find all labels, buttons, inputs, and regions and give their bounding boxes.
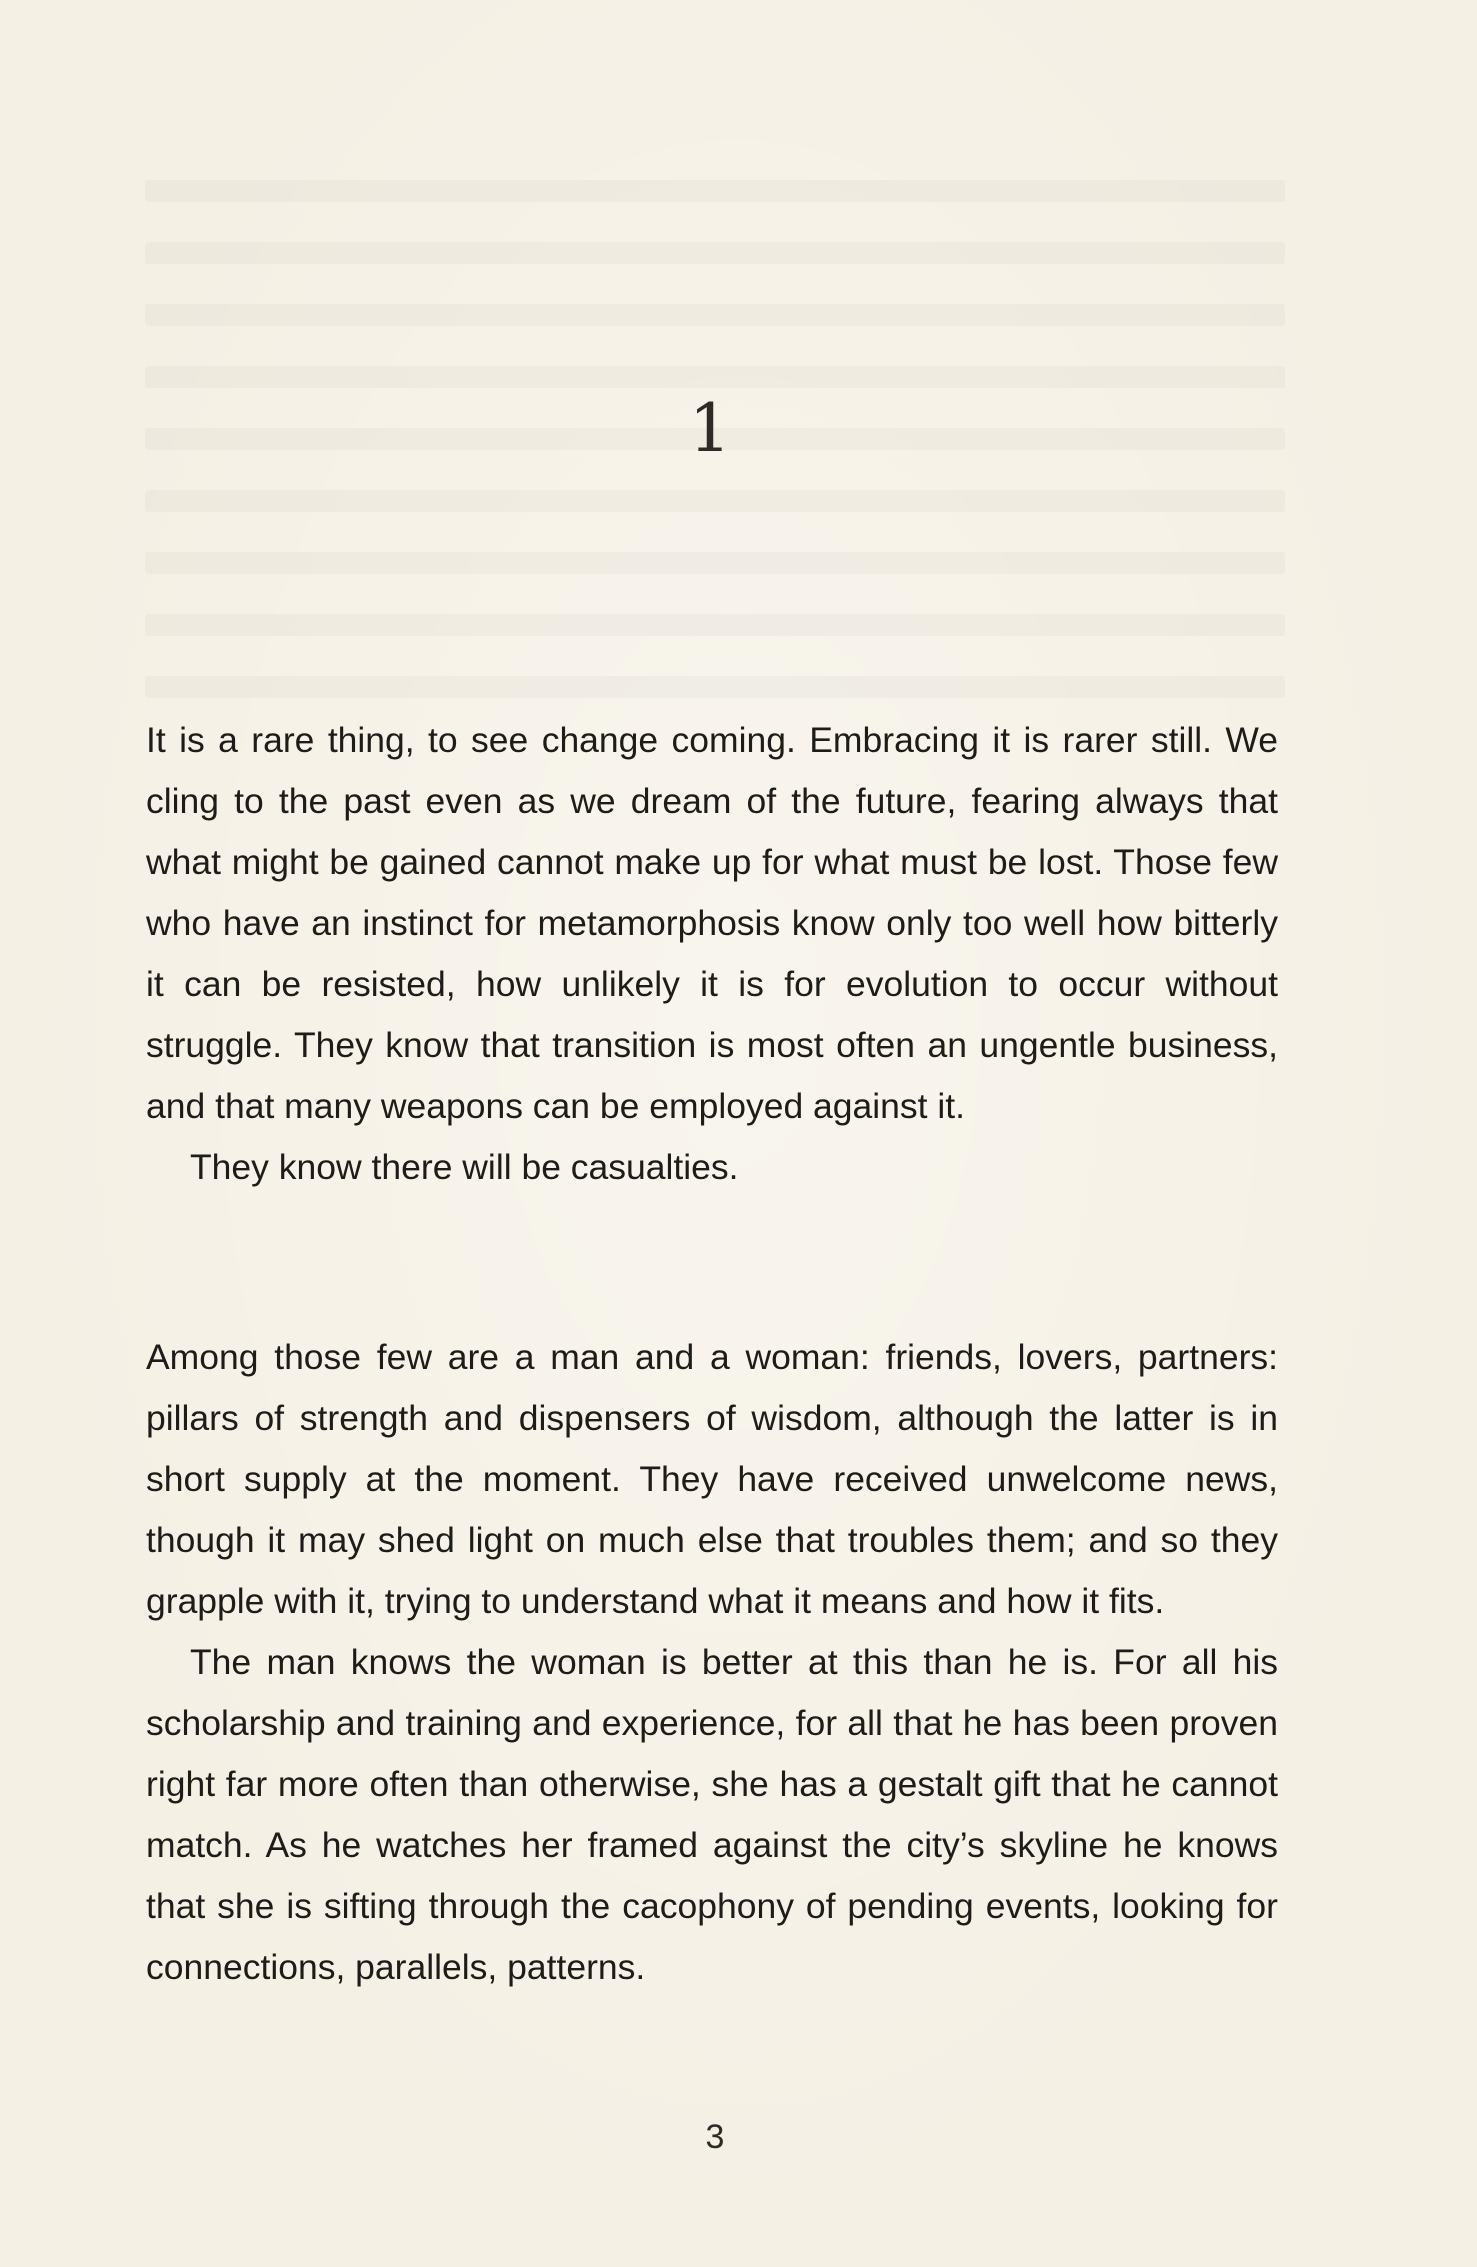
- paragraph: It is a rare thing, to see change coming. Embracing it is rarer still. We cling to the past even as we dream of the future, fearing always that what might be gained cannot make up for what must be lost. Those few who have an instinct for metamorphosis know only too well how bitterly it can be resisted, how unlikely it is for evolution to occur without struggle. They know that transition is most often an ungentle business, and that many weapons can be employed against it.: [146, 720, 1278, 1126]
- paragraph: Among those few are a man and a woman: friends, lovers, partners: pillars of strength and dispensers of wisdom, although the latter is in short supply at the moment. They have received unwelcome news, though it may shed light on much else that troubles them; and so they grapple with it, trying to understand what it means and how it fits.: [146, 1337, 1278, 1621]
- bleed-through-line: [145, 552, 1285, 574]
- bleed-through-line: [145, 242, 1285, 264]
- section-1: [146, 710, 1278, 1198]
- bleed-through-line: [145, 676, 1285, 698]
- paragraph: They know there will be casualties.: [190, 1147, 739, 1187]
- bleed-through-line: [145, 614, 1285, 636]
- paragraph: The man knows the woman is better at this than he is. For all his scholarship and training and experience, for all that he has been proven right far more often than otherwise, she has a gestalt gift that he cannot match. As he watches her framed against the city’s skyline he knows that she is sifting through the cacophony of pending events, looking for connections, parallels, patterns.: [146, 1642, 1278, 1987]
- bleed-through-line: [145, 304, 1285, 326]
- bleed-through-line: [145, 366, 1285, 388]
- chapter-number: 1: [689, 390, 731, 467]
- bleed-through-line: [145, 490, 1285, 512]
- section-2: [146, 1327, 1278, 1998]
- page-number: 3: [705, 2118, 725, 2156]
- bleed-through-line: [145, 180, 1285, 202]
